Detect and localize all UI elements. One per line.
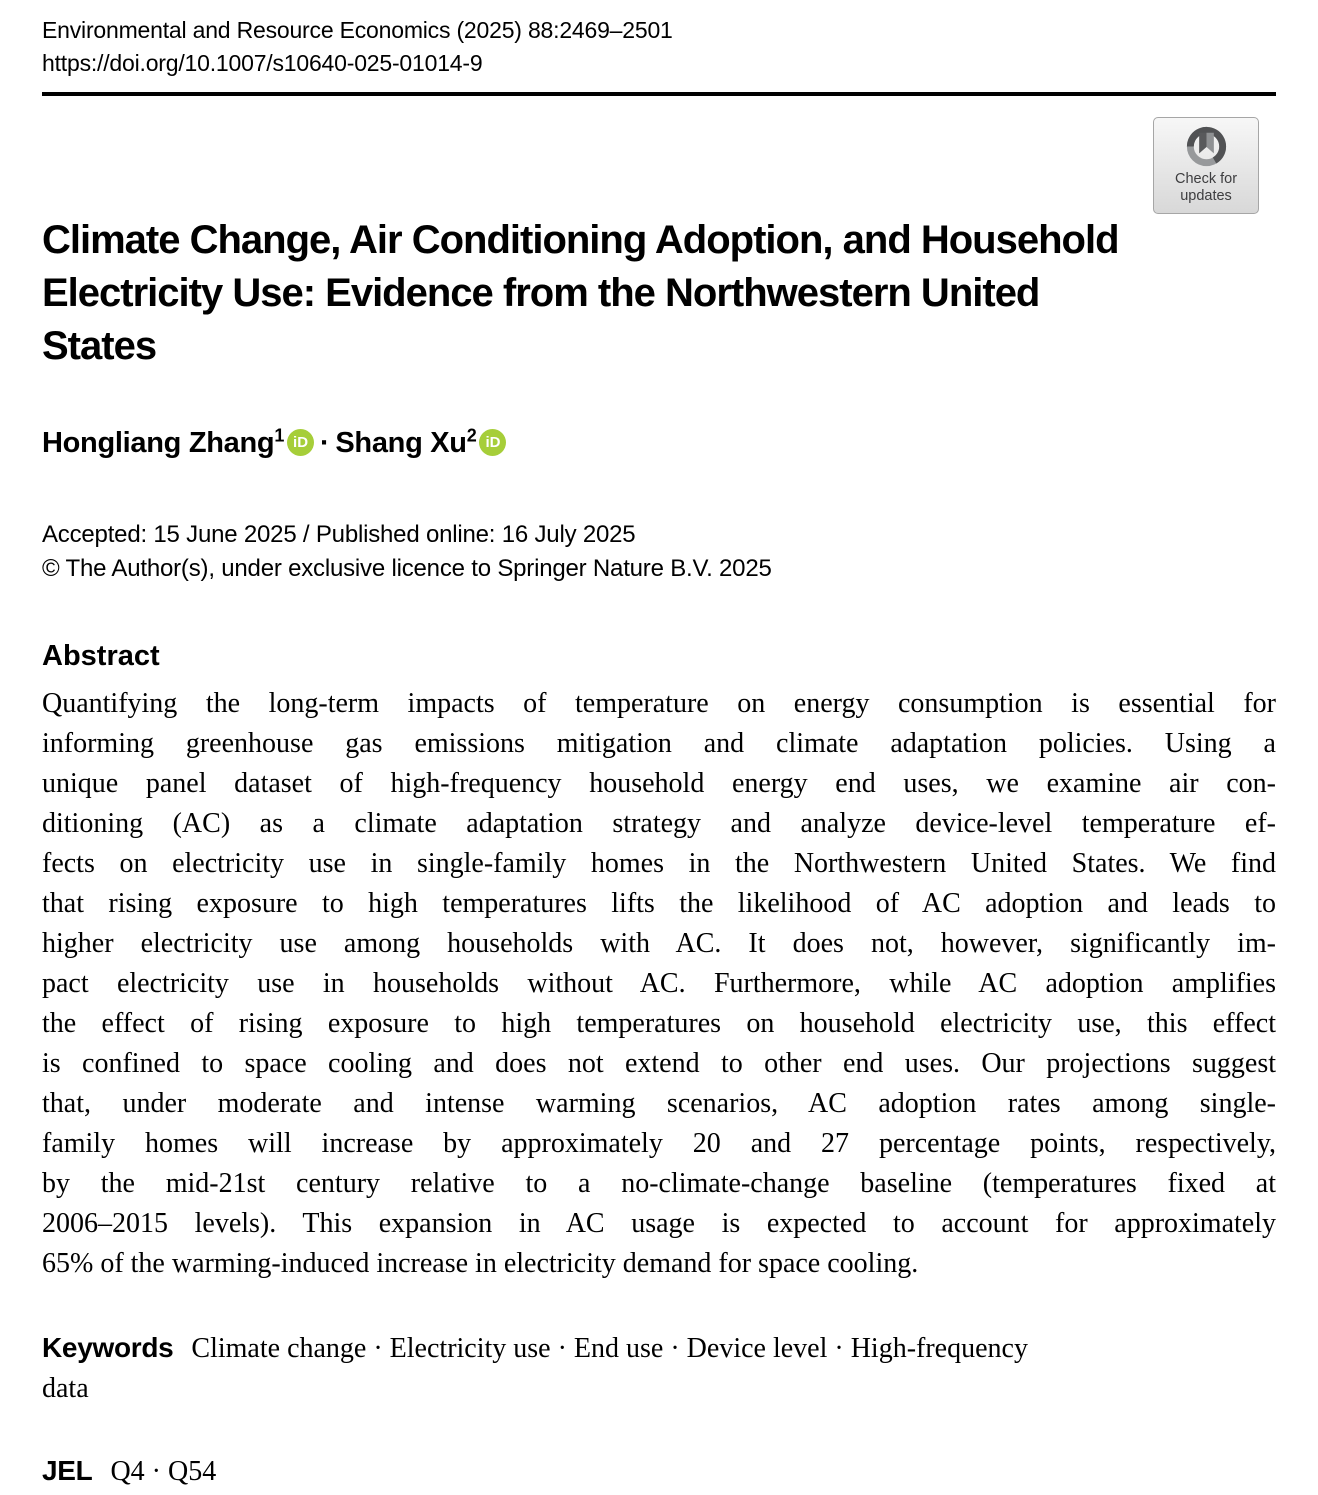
abstract-heading: Abstract	[42, 639, 160, 672]
publication-meta	[42, 518, 1276, 586]
article-title-line: Climate Change, Air Conditioning Adoption, and Household	[42, 218, 1119, 262]
abstract-text	[42, 684, 1276, 1284]
author-1: Hongliang Zhang$^1$	[42, 425, 285, 459]
header-rule	[42, 92, 1276, 96]
author-2: Shang Xu$^2$	[335, 425, 477, 459]
abstract-line: 65% of the warming-induced increase in electricity demand for space cooling.	[42, 1247, 919, 1279]
orcid-icon[interactable]: iD	[287, 429, 314, 456]
abstract-line: the effect of rising exposure to high temperatures on household electricity use, this effect	[42, 1007, 1276, 1039]
abstract-line: pact electricity use in households without AC. Furthermore, while AC adoption amplifies	[42, 967, 1276, 999]
check-updates-badge[interactable]	[1153, 117, 1259, 214]
keywords-label: Keywords	[42, 1331, 174, 1363]
abstract-line: informing greenhouse gas emissions mitigation and climate adaptation policies. Using a	[42, 727, 1276, 759]
keywords-text-line1: Climate change · Electricity use · End use · Device level · High-frequency	[191, 1332, 1028, 1364]
abstract-line: unique panel dataset of high-frequency household energy end uses, we examine air con-	[42, 767, 1276, 799]
acceptance-dates: Accepted: 15 June 2025 / Published online: 16 July 2025	[42, 520, 636, 548]
jel-label: JEL	[42, 1454, 93, 1486]
doi-link[interactable]: https://doi.org/10.1007/s10640-025-01014-9	[42, 50, 483, 76]
abstract-line: Quantifying the long-term impacts of temperature on energy consumption is essential for	[42, 687, 1276, 719]
abstract-line: is confined to space cooling and does not extend to other end uses. Our projections suggest	[42, 1047, 1276, 1079]
abstract-line: ditioning (AC) as a climate adaptation strategy and analyze device-level temperature ef-	[42, 807, 1276, 839]
abstract-line: that, under moderate and intense warming scenarios, AC adoption rates among single-	[42, 1087, 1276, 1119]
authors-line	[42, 425, 1276, 460]
author-2-affiliation-sup: 2	[466, 425, 477, 445]
keywords-line	[42, 1328, 1276, 1409]
journal-header	[42, 14, 1276, 80]
abstract-line: that rising exposure to high temperatures lifts the likelihood of AC adoption and leads to	[42, 887, 1276, 919]
abstract-line: higher electricity use among households with AC. It does not, however, significantly im-	[42, 927, 1276, 959]
abstract-line: family homes will increase by approximately 20 and 27 percentage points, respectively,	[42, 1127, 1276, 1159]
jel-line	[42, 1451, 1276, 1492]
jel-codes: Q4 · Q54	[110, 1455, 217, 1487]
crossmark-icon	[1183, 123, 1230, 170]
orcid-icon[interactable]: iD	[479, 429, 506, 456]
abstract-line: fects on electricity use in single-family homes in the Northwestern United States. We find	[42, 847, 1276, 879]
article-title-line: States	[42, 324, 157, 368]
keywords-text-line2: data	[42, 1372, 89, 1404]
article-title	[42, 214, 1276, 373]
author-separator: ·	[320, 426, 330, 459]
article-title-line: Electricity Use: Evidence from the Northwestern United	[42, 271, 1040, 315]
abstract-line: 2006–2015 levels). This expansion in AC usage is expected to account for approximately	[42, 1207, 1276, 1239]
journal-citation: Environmental and Resource Economics (2025) 88:2469–2501	[42, 17, 673, 43]
copyright-line: © The Author(s), under exclusive licence to Springer Nature B.V. 2025	[42, 554, 772, 582]
abstract-line: by the mid-21st century relative to a no-climate-change baseline (temperatures fixed at	[42, 1167, 1276, 1199]
author-1-affiliation-sup: 1	[274, 425, 285, 445]
badge-label: Check for updates	[1174, 171, 1238, 204]
